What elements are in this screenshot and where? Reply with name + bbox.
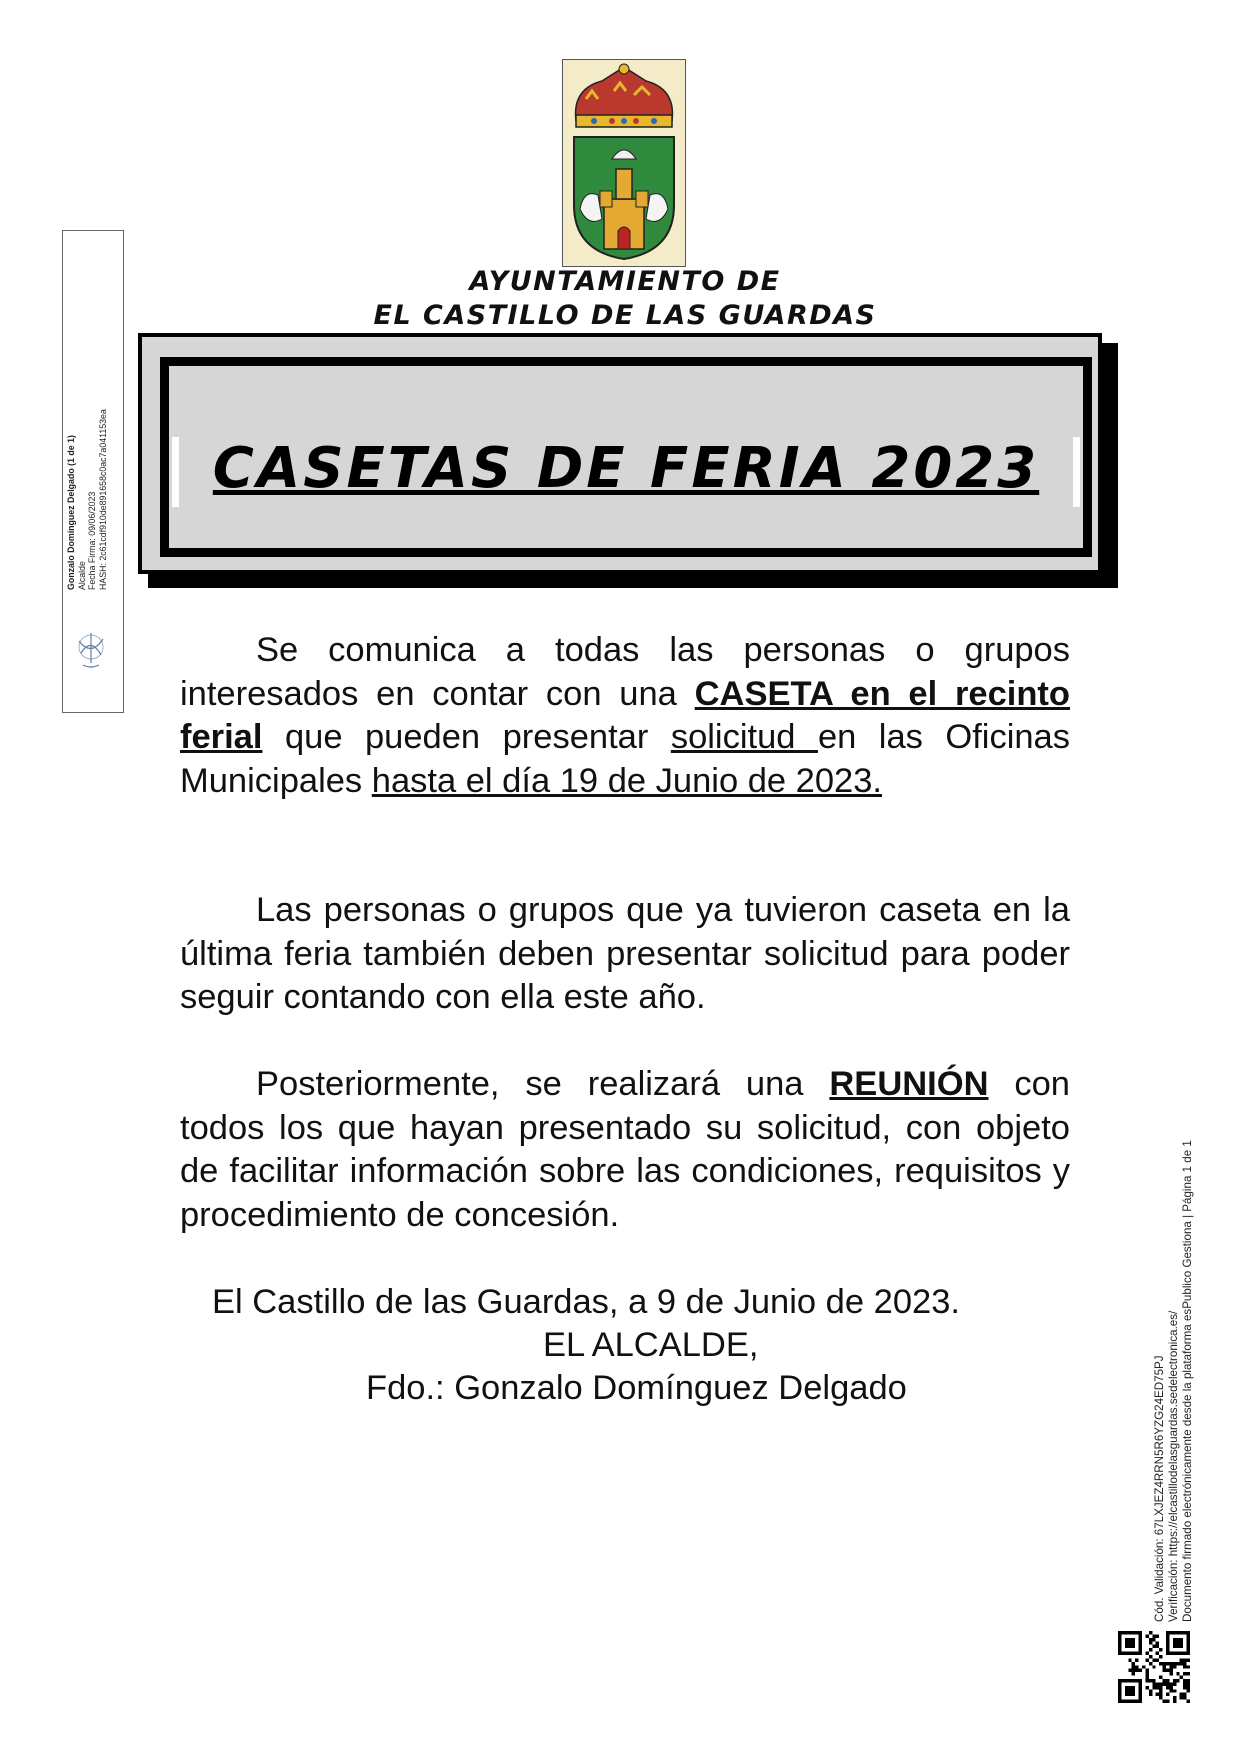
signer-name: Fdo.: Gonzalo Domínguez Delgado <box>366 1369 907 1407</box>
p1-bold-caseta: CASETA en el recinto ferial <box>180 674 1070 756</box>
verification-notice: Documento firmado electrónicamente desde la plataforma esPublico Gestiona | Página 1 de 1 <box>1181 1140 1194 1622</box>
paragraph-announcement <box>180 629 1070 803</box>
p3-text-b: con todos los que hayan presentado su solicitud, con objeto de facilitar información sobre las condiciones, requisitos y procedimiento de concesión. <box>180 1065 1070 1234</box>
signature-seal-icon <box>73 627 109 671</box>
qr-code-icon[interactable] <box>1118 1631 1190 1703</box>
verification-text <box>1153 1092 1203 1622</box>
p3-text-a: Posteriormente, se realizará una <box>256 1065 830 1103</box>
p1-text-a: Se comunica a todas las personas o grupos interesados en contar con una <box>180 631 1070 713</box>
paragraph-meeting <box>180 1063 1070 1237</box>
stamp-date: Fecha Firma: 09/06/2023 <box>87 491 97 590</box>
p3-bold-reunion: REUNIÓN <box>829 1065 989 1103</box>
stamp-hash: HASH: 2c61cdf910de891658c0ac7a041153ea <box>97 409 108 590</box>
p1-underline-solicitud: solicitud <box>670 718 818 756</box>
organization-name-line1: AYUNTAMIENTO DE <box>469 266 781 297</box>
signature-stamp-text <box>66 360 116 590</box>
verification-url[interactable]: Verificación: https://elcastillodelasguardas.sedelectronica.es/ <box>1167 1310 1180 1622</box>
stamp-role: Alcalde <box>76 561 87 590</box>
paragraph-previous-holders: Las personas o grupos que ya tuvieron caseta en la última feria también deben presentar solicitud para poder seguir contando con ella este año. <box>180 891 1070 1016</box>
p1-text-c: en las Oficinas Municipales <box>180 718 1070 800</box>
stamp-signer: Gonzalo Domínguez Delgado (1 de 1) <box>66 435 76 590</box>
organization-name-line2: EL CASTILLO DE LAS GUARDAS <box>373 300 877 331</box>
signer-role: EL ALCALDE, <box>543 1326 759 1364</box>
page-title: CASETAS DE FERIA 2023 <box>212 436 1040 501</box>
coat-of-arms-icon <box>562 59 686 267</box>
date-line: El Castillo de las Guardas, a 9 de Junio de 2023. <box>212 1283 960 1321</box>
p1-underline-deadline: hasta el día 19 de Junio de 2023. <box>371 761 883 800</box>
p1-text-b: que pueden presentar <box>262 718 671 756</box>
verification-code: Cód. Validación: 67LXJEZ4RRN5R6YZG24ED75PJ <box>1153 1355 1166 1622</box>
